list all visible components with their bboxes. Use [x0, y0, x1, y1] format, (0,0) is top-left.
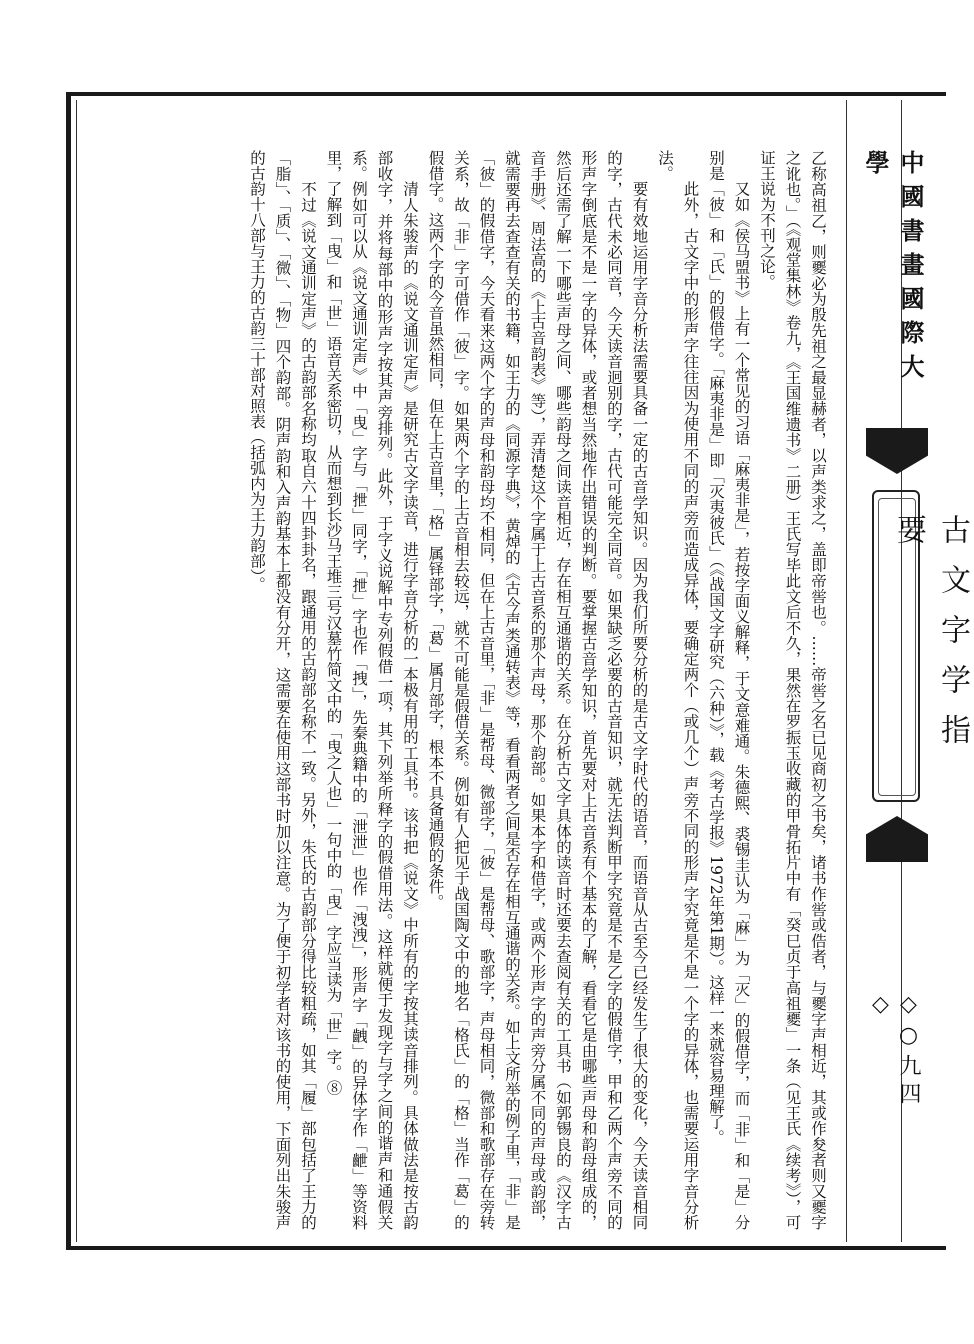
- paragraph: 不过《说文通训定声》的古韵部名称均取自六十四卦卦名，跟通用的古韵部名称不一致。另外，朱氏的古韵部分得比较粗疏，如其「履」部包括了王力的「脂」、「质」、「微」、「物」四个韵部。阴声韵和入声韵基本上都没有分开，这需要在使用这部书时加以注意。为了便于初学者对该书的使用，下面列出朱骏声的古韵十八部与王力的古韵三十部对照表（括弧内为王力韵部）。: [248, 150, 317, 1230]
- border-inner-line: [76, 100, 77, 1242]
- paragraph: 清人朱骏声的《说文通训定声》是研究古文字读音，进行字音分析的一本极有用的工具书。该书把《说文》中所有的字按其读音排列。具体做法是按古韵部收字，并将每部中的形声字按其声旁排列。此外，于字义说解中专列假借一项，其下列举所释字的假借用法。这样就便于发现字与字之间的谐声和通假关系。例如可以从《说文通训定声》中「曳」字与「抴」同字，「抴」字也作「拽」，先秦典籍中的「泄泄」也作「洩洩」，形声字「齥」的异体字作「齛」等资料里，了解到「曳」和「世」语音关系密切，从而想到长沙马王堆三号汉墓竹简文中的「曳之人也」一句中的「曳」字应当读为「世」字。⑧: [324, 150, 419, 1230]
- paragraph: 此外，古文字中的形声字往往因为使用不同的声旁而造成异体，要确定两个（或几个）声旁不同的形声字究竟是不是一个字的异体，也需要运用字音分析法。: [656, 150, 700, 1230]
- cartouche-bottom-ornament: [866, 816, 928, 862]
- book-title-cartouche: [862, 428, 970, 862]
- book-title: 古文字学指要: [891, 514, 970, 764]
- paragraph: 又如《侯马盟书》上有一个常见的习语「麻夷非是」，若按字面义解释，于文意难通。朱德熙、裘锡圭认为「麻」为「灭」的假借字，而「非」和「是」分别是「彼」和「氏」的假借字。「麻夷非是」即「灭夷彼氏」（《战国文字研究（六种）》，载《考古学报》1972年第1期）。这样一来就容易理解了。: [707, 150, 751, 1230]
- paragraph: 要有效地运用字音分析法需要具备一定的古音学知识。因为我们所要分析的是古文字时代的语音，而语音从古至今已经发生了很大的变化，今天读音相同的字，古代未必同音，今天读音迥别的字，古代可能完全同音。如果缺乏必要的古音知识，就无法判断甲字究竟是不是乙字的假借字，甲和乙两个声旁不同的形声字倒底是不是一字的异体，或者想当然地作出错误的判断。要掌握古音学知识，首先要对上古音系有个基本的了解，看看它是由哪些声母和韵母组成的，然后还需了解一下哪些声母之间、哪些韵母之间读音相近，存在相互通谐的关系。在分析古文字具体的读音时还要去查阅有关的工具书（如郭锡良的《汉字古音手册》、周法高的《上古音韵表》等），弄清楚这个字属于上古音系的那个声母，那个韵部。如果本字和借字，或两个形声字的声旁分属不同的声母或韵部，就需要再去查查有关的书籍，如王力的《同源字典》，黄焯的《古今声类通转表》等，看看两者之间是否存在相互通谐的关系。如上文所举的例子里，「非」是「彼」的假借字，今天看来这两个字的声母和韵母均不相同，但在上古音里，「非」是帮母、微部字，「彼」是帮母、歌部字，声母相同，微部和歌部存在旁转关系，故「非」字可借作「彼」字。如果两个字的上古音相去较远，就不可能是假借关系。例如有人把见于战国陶文中的地名「格氏」的「格」当作「葛」的假借字。这两个字的今音虽然相同，但在上古音里，「格」属铎部字，「葛」属月部字，根本不具备通假的条件。: [426, 150, 649, 1230]
- cartouche-top-ornament: [866, 428, 928, 474]
- sidebar-rule-left: [846, 100, 847, 1242]
- cartouche-frame: [872, 490, 970, 802]
- paragraph: 乙称高祖乙，则夒必为殷先祖之最显赫者，以声类求之，盖即帝喾也。……帝喾之名已见商初之书矣，诸书作喾或俈者，与夒字声相近，其或作夋者则又夒字之讹也。」（《观堂集林》卷九，《王国维遗书》二册）王氏写毕此文后不久，果然在罗振玉收藏的甲骨拓片中有「癸巳贞于高祖夒」一条（见王氏《续考》），可证王说为不刊之论。: [758, 150, 827, 1230]
- page-number: ◇○九四◇: [868, 992, 921, 1110]
- series-title: 中國書畫國際大學: [861, 150, 925, 388]
- body-text: [244, 150, 831, 1230]
